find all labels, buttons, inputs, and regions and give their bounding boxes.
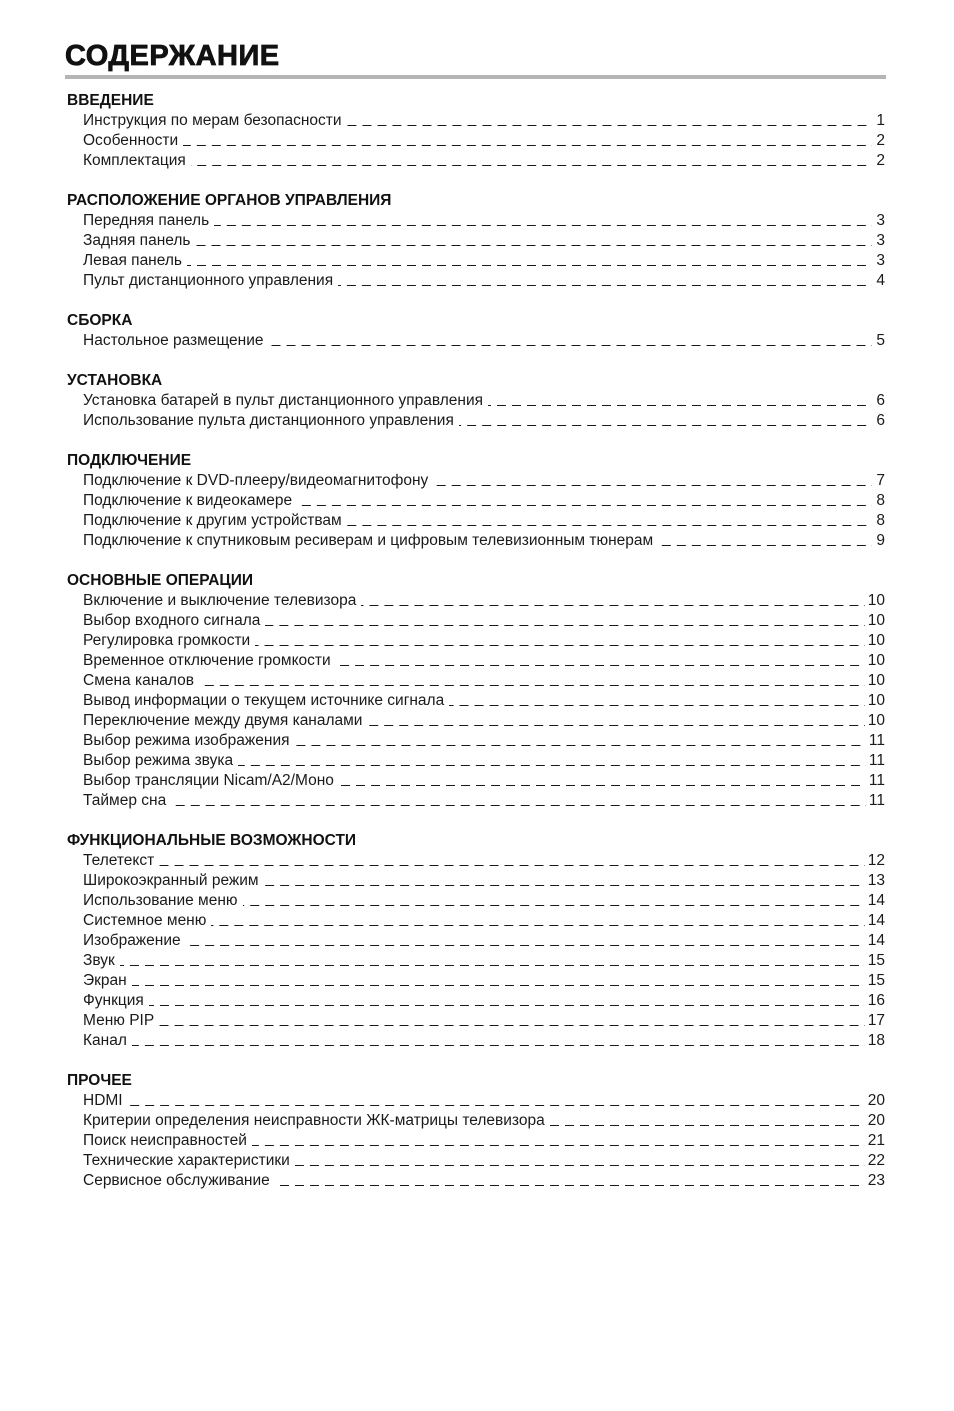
toc-entry-label: Телетекст bbox=[83, 852, 155, 869]
toc-page-number: 2 bbox=[876, 152, 885, 169]
dashed-leader bbox=[211, 925, 864, 926]
toc-entry-label: Подключение к спутниковым ресиверам и цифровым телевизионным тюнерам bbox=[83, 532, 654, 549]
toc-entry-label: Включение и выключение телевизора bbox=[83, 592, 357, 609]
toc-page-number: 6 bbox=[876, 412, 885, 429]
toc-entry-label: Канал bbox=[83, 1032, 127, 1049]
toc-section bbox=[67, 91, 885, 171]
toc-entry-label: Технические характеристики bbox=[83, 1152, 290, 1169]
dashed-leader bbox=[120, 965, 865, 966]
toc-entry[interactable] bbox=[67, 1031, 885, 1051]
toc-entry-label: Инструкция по мерам безопасности bbox=[83, 112, 342, 129]
dashed-leader bbox=[252, 1145, 865, 1146]
dashed-leader bbox=[199, 685, 865, 686]
toc-entry[interactable] bbox=[67, 331, 885, 351]
section-heading: ПРОЧЕЕ bbox=[67, 1072, 132, 1089]
toc-entry-label: Особенности bbox=[83, 132, 179, 149]
toc-entry-label: Пульт дистанционного управления bbox=[83, 272, 334, 289]
toc-entry[interactable] bbox=[67, 1011, 885, 1031]
toc-page-number: 11 bbox=[868, 792, 885, 809]
dashed-leader bbox=[433, 485, 872, 486]
toc-entry[interactable] bbox=[67, 971, 885, 991]
toc-page-number: 8 bbox=[876, 512, 885, 529]
dashed-leader bbox=[195, 245, 872, 246]
toc-entry-label: Системное меню bbox=[83, 912, 207, 929]
toc-entry[interactable] bbox=[67, 891, 885, 911]
toc-page-number: 5 bbox=[876, 332, 885, 349]
toc-page-number: 17 bbox=[867, 1012, 885, 1029]
toc-entry-label: Задняя панель bbox=[83, 232, 191, 249]
toc-page-number: 3 bbox=[876, 212, 885, 229]
toc-page-number: 20 bbox=[867, 1112, 885, 1129]
toc-page-number: 23 bbox=[867, 1172, 885, 1189]
toc-page-number: 8 bbox=[876, 492, 885, 509]
toc-page-number: 10 bbox=[867, 652, 885, 669]
dashed-leader bbox=[459, 425, 872, 426]
toc-entry[interactable] bbox=[67, 231, 885, 251]
dashed-leader bbox=[658, 545, 872, 546]
toc-entry-label: Выбор входного сигнала bbox=[83, 612, 261, 629]
toc-entry[interactable] bbox=[67, 211, 885, 231]
toc-page-number: 16 bbox=[867, 992, 885, 1009]
dashed-leader bbox=[132, 1045, 865, 1046]
dashed-leader bbox=[295, 745, 866, 746]
toc-entry-label: Широкоэкранный режим bbox=[83, 872, 259, 889]
toc-entry-label: Левая панель bbox=[83, 252, 182, 269]
toc-entry[interactable] bbox=[67, 711, 885, 731]
toc-section bbox=[67, 571, 885, 811]
dashed-leader bbox=[187, 265, 872, 266]
toc-page-number: 21 bbox=[867, 1132, 885, 1149]
toc-entry-label: Звук bbox=[83, 952, 115, 969]
section-heading: ОСНОВНЫЕ ОПЕРАЦИИ bbox=[67, 572, 254, 589]
toc-entry[interactable] bbox=[67, 131, 885, 151]
toc-page-number: 14 bbox=[867, 912, 885, 929]
toc-entry[interactable] bbox=[67, 931, 885, 951]
toc-page-number: 7 bbox=[876, 472, 885, 489]
toc-section bbox=[67, 311, 885, 351]
dashed-leader bbox=[339, 785, 866, 786]
toc-entry[interactable] bbox=[67, 991, 885, 1011]
toc-entry[interactable] bbox=[67, 791, 885, 811]
toc-section bbox=[67, 1071, 885, 1191]
toc-page-number: 15 bbox=[867, 972, 885, 989]
toc-entry-label: Регулировка громкости bbox=[83, 632, 251, 649]
toc-entry[interactable] bbox=[67, 111, 885, 131]
section-heading: ПОДКЛЮЧЕНИЕ bbox=[67, 452, 192, 469]
toc-page-number: 10 bbox=[867, 612, 885, 629]
toc-entry[interactable] bbox=[67, 951, 885, 971]
dashed-leader bbox=[159, 865, 865, 866]
toc-entry[interactable] bbox=[67, 731, 885, 751]
section-heading: СБОРКА bbox=[67, 312, 133, 329]
dashed-leader bbox=[255, 645, 865, 646]
toc-entry-label: Изображение bbox=[83, 932, 181, 949]
toc-entry-label: Критерии определения неисправности ЖК-матрицы телевизора bbox=[83, 1112, 545, 1129]
toc-entry-label: Подключение к другим устройствам bbox=[83, 512, 342, 529]
toc-entry[interactable] bbox=[67, 151, 885, 171]
dashed-leader bbox=[275, 1185, 865, 1186]
toc-entry[interactable] bbox=[67, 751, 885, 771]
toc-entry-label: Использование пульта дистанционного управления bbox=[83, 412, 454, 429]
toc-page-number: 1 bbox=[876, 112, 885, 129]
section-heading: ФУНКЦИОНАЛЬНЫЕ ВОЗМОЖНОСТИ bbox=[67, 832, 357, 849]
toc-entry-label: Таймер сна bbox=[83, 792, 167, 809]
toc-entry-label: Комплектация bbox=[83, 152, 186, 169]
toc-entry-label: Вывод информации о текущем источнике сигнала bbox=[83, 692, 445, 709]
toc-entry-label: Выбор режима звука bbox=[83, 752, 234, 769]
toc-entry[interactable] bbox=[67, 471, 885, 491]
toc-entry-label: Временное отключение громкости bbox=[83, 652, 331, 669]
dashed-leader bbox=[149, 1005, 865, 1006]
dashed-leader bbox=[159, 1025, 865, 1026]
toc-page-number: 13 bbox=[867, 872, 885, 889]
toc-page-number: 10 bbox=[867, 712, 885, 729]
toc-entry[interactable] bbox=[67, 1151, 885, 1171]
toc-entry[interactable] bbox=[67, 671, 885, 691]
toc-page-number: 10 bbox=[867, 632, 885, 649]
dashed-leader bbox=[265, 625, 864, 626]
toc-entry-label: Сервисное обслуживание bbox=[83, 1172, 270, 1189]
toc-entry-label: Выбор режима изображения bbox=[83, 732, 290, 749]
toc-page-number: 12 bbox=[867, 852, 885, 869]
dashed-leader bbox=[347, 125, 872, 126]
toc-entry-label: Меню PIP bbox=[83, 1012, 155, 1029]
toc-section bbox=[67, 451, 885, 551]
dashed-leader bbox=[347, 525, 872, 526]
dashed-leader bbox=[268, 345, 872, 346]
dashed-leader bbox=[128, 1105, 865, 1106]
toc-entry[interactable] bbox=[67, 911, 885, 931]
toc-entry-label: Смена каналов bbox=[83, 672, 194, 689]
toc-entry[interactable] bbox=[67, 871, 885, 891]
toc-entry-label: Переключение между двумя каналами bbox=[83, 712, 363, 729]
dashed-leader bbox=[449, 705, 865, 706]
dashed-leader bbox=[338, 285, 872, 286]
dashed-leader bbox=[243, 905, 865, 906]
dashed-leader bbox=[297, 505, 872, 506]
toc-section bbox=[67, 371, 885, 431]
dashed-leader bbox=[264, 885, 865, 886]
dashed-leader bbox=[214, 225, 872, 226]
page-title: СОДЕРЖАНИЕ bbox=[65, 40, 280, 72]
toc-page-number: 4 bbox=[876, 272, 885, 289]
toc-entry-label: Настольное размещение bbox=[83, 332, 264, 349]
toc-entry-label: Подключение к видеокамере bbox=[83, 492, 293, 509]
toc-page-number: 14 bbox=[867, 932, 885, 949]
toc-entry-label: Передняя панель bbox=[83, 212, 210, 229]
toc-page-number: 2 bbox=[876, 132, 885, 149]
toc-section bbox=[67, 191, 885, 291]
dashed-leader bbox=[186, 945, 865, 946]
toc-entry-label: Поиск неисправностей bbox=[83, 1132, 247, 1149]
toc-entry[interactable] bbox=[67, 611, 885, 631]
toc-entry[interactable] bbox=[67, 691, 885, 711]
toc-entry[interactable] bbox=[67, 411, 885, 431]
toc-entry[interactable] bbox=[67, 531, 885, 551]
dashed-leader bbox=[336, 665, 865, 666]
toc-entry-label: Установка батарей в пульт дистанционного управления bbox=[83, 392, 484, 409]
toc-entry[interactable] bbox=[67, 251, 885, 271]
dashed-leader bbox=[361, 605, 864, 606]
toc-page-number: 10 bbox=[867, 692, 885, 709]
toc-entry[interactable] bbox=[67, 1171, 885, 1191]
toc-section bbox=[67, 831, 885, 1051]
toc-entry-label: Экран bbox=[83, 972, 127, 989]
dashed-leader bbox=[183, 145, 872, 146]
dashed-leader bbox=[295, 1165, 865, 1166]
toc-entry[interactable] bbox=[67, 1091, 885, 1111]
toc-page-number: 20 bbox=[867, 1092, 885, 1109]
toc-page-number: 10 bbox=[867, 592, 885, 609]
toc-page-number: 22 bbox=[867, 1152, 885, 1169]
toc-entry[interactable] bbox=[67, 771, 885, 791]
toc-page-number: 10 bbox=[867, 672, 885, 689]
toc-entry-label: Подключение к DVD-плееру/видеомагнитофону bbox=[83, 472, 429, 489]
toc-page-number: 11 bbox=[868, 752, 885, 769]
toc-entry[interactable] bbox=[67, 491, 885, 511]
toc-page-number: 3 bbox=[876, 232, 885, 249]
toc-entry[interactable] bbox=[67, 591, 885, 611]
dashed-leader bbox=[238, 765, 866, 766]
dashed-leader bbox=[367, 725, 864, 726]
section-heading: ВВЕДЕНИЕ bbox=[67, 92, 154, 109]
toc-page-number: 9 bbox=[876, 532, 885, 549]
title-underline bbox=[65, 75, 886, 79]
toc-entry[interactable] bbox=[67, 631, 885, 651]
dashed-leader bbox=[171, 805, 866, 806]
toc-page-number: 18 bbox=[867, 1032, 885, 1049]
toc-entry-label: Использование меню bbox=[83, 892, 238, 909]
dashed-leader bbox=[191, 165, 872, 166]
section-heading: РАСПОЛОЖЕНИЕ ОРГАНОВ УПРАВЛЕНИЯ bbox=[67, 192, 392, 209]
toc-entry[interactable] bbox=[67, 1111, 885, 1131]
toc-entry-label: HDMI bbox=[83, 1092, 123, 1109]
toc-entry[interactable] bbox=[67, 511, 885, 531]
toc-entry[interactable] bbox=[67, 1131, 885, 1151]
toc-entry[interactable] bbox=[67, 651, 885, 671]
toc-entry[interactable] bbox=[67, 391, 885, 411]
toc-page-number: 11 bbox=[868, 772, 885, 789]
toc-page-number: 6 bbox=[876, 392, 885, 409]
toc-page-number: 14 bbox=[867, 892, 885, 909]
toc-page-number: 11 bbox=[868, 732, 885, 749]
toc-page-number: 15 bbox=[867, 952, 885, 969]
dashed-leader bbox=[550, 1125, 865, 1126]
dashed-leader bbox=[488, 405, 872, 406]
toc-entry[interactable] bbox=[67, 271, 885, 291]
toc-entry[interactable] bbox=[67, 851, 885, 871]
dashed-leader bbox=[132, 985, 865, 986]
table-of-contents bbox=[67, 91, 885, 1211]
toc-entry-label: Функция bbox=[83, 992, 144, 1009]
toc-entry-label: Выбор трансляции Nicam/A2/Моно bbox=[83, 772, 334, 789]
section-heading: УСТАНОВКА bbox=[67, 372, 163, 389]
toc-page-number: 3 bbox=[876, 252, 885, 269]
